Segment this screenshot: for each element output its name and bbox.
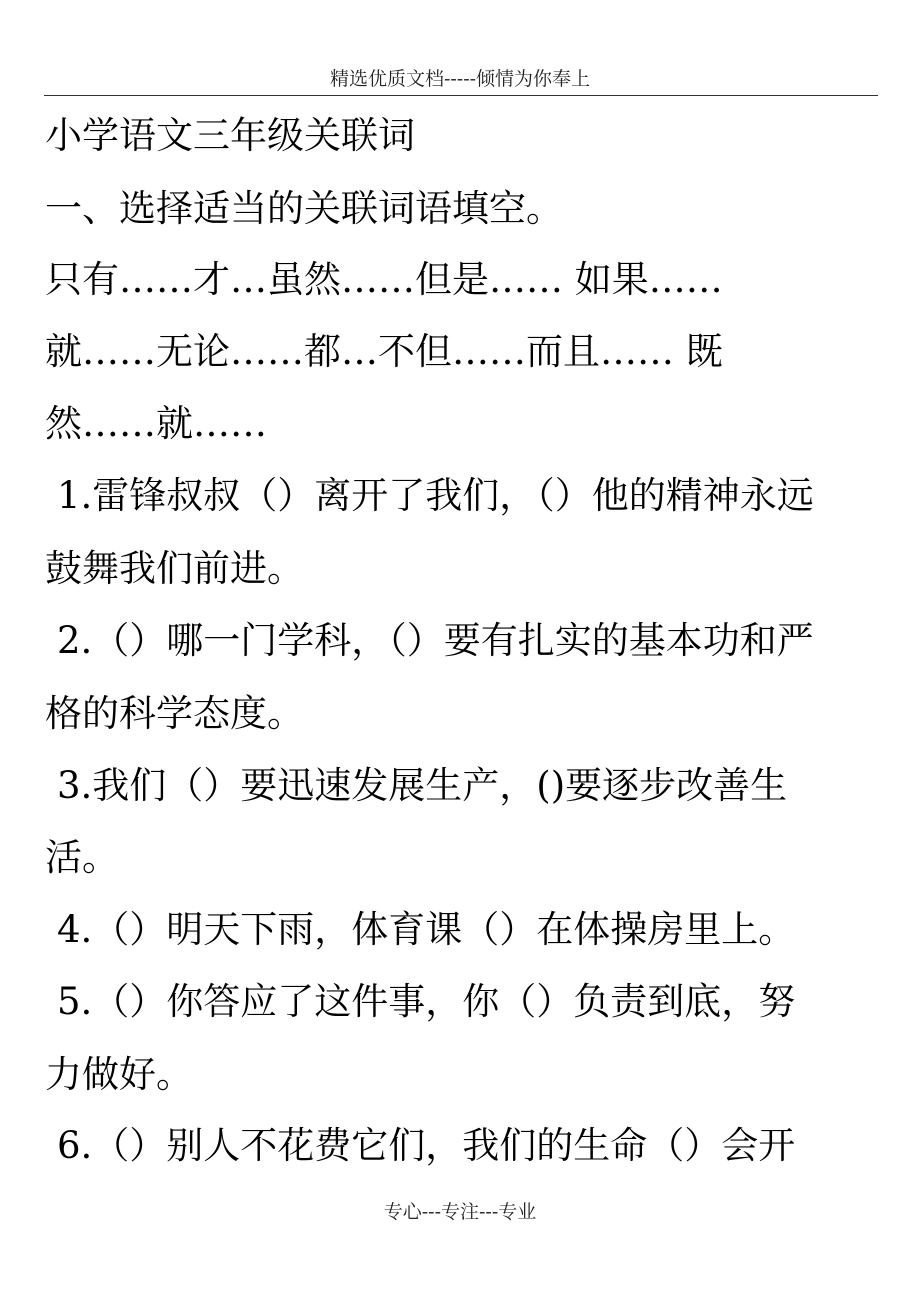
question-4-line-1: 4.（）明天下雨，体育课（）在体操房里上。 [57,908,796,951]
document-title: 小学语文三年级关联词 [45,114,415,157]
word-bank-line: 就……无论……都…不但……而且…… 既 [45,330,723,373]
page-header: 精选优质文档-----倾情为你奉上 [329,68,591,90]
question-1-line-1: 1.雷锋叔叔（）离开了我们，（）他的精神永远 [57,474,814,517]
word-bank-line: 然……就…… [45,402,267,445]
question-5-line-1: 5.（）你答应了这件事，你（）负责到底，努 [57,980,796,1023]
question-3-line-1: 3.我们（）要迅速发展生产，()要逐步改善生 [57,764,788,807]
header-divider [44,95,878,96]
question-2-line-2: 格的科学态度。 [45,692,304,735]
question-6-line-1: 6.（）别人不花费它们，我们的生命（）会开 [57,1124,796,1167]
question-3-line-2: 活。 [45,836,119,879]
question-5-line-2: 力做好。 [45,1053,193,1096]
question-1-line-2: 鼓舞我们前进。 [45,547,304,590]
word-bank-line: 只有……才…虽然……但是…… 如果…… [45,258,723,301]
question-2-line-1: 2.（）哪一门学科，（）要有扎实的基本功和严 [57,619,814,662]
page-footer: 专心---专注---专业 [383,1201,537,1223]
section-heading: 一、选择适当的关联词语填空。 [45,187,563,230]
